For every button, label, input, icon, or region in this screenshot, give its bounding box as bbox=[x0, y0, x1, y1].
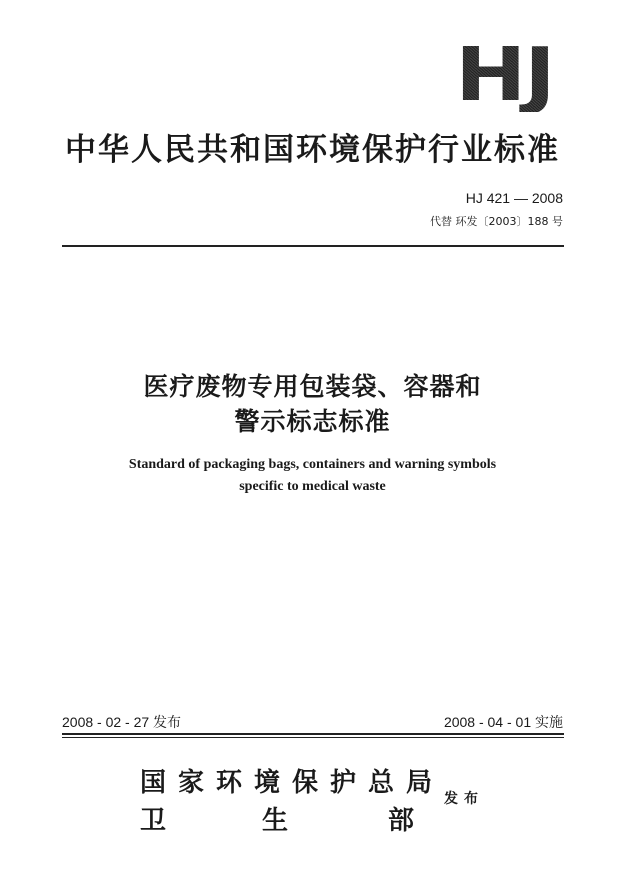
chinese-title-line-2: 警示标志标准 bbox=[234, 407, 391, 436]
standard-number: HJ 421 — 2008 bbox=[465, 190, 563, 206]
issuer-moh-char-2: 生 bbox=[262, 806, 289, 836]
english-title-line-1: Standard of packaging bags, containers and warning symbols bbox=[128, 457, 497, 472]
issuer-moh-char-3: 部 bbox=[388, 806, 415, 836]
chinese-title-line-1: 医疗废物专用包装袋、容器和 bbox=[143, 372, 482, 401]
top-divider bbox=[62, 245, 564, 247]
issue-date: 2008 - 02 - 27 发布 bbox=[62, 714, 182, 730]
english-title-line-2: specific to medical waste bbox=[239, 479, 386, 494]
bottom-divider bbox=[62, 733, 564, 735]
hj-logo: HJ bbox=[454, 32, 553, 118]
bottom-divider-thin bbox=[62, 737, 564, 738]
publish-label: 发布 bbox=[444, 791, 484, 807]
industry-standard-title: 中华人民共和国环境保护行业标准 bbox=[65, 132, 560, 168]
issuer-sepa: 国家环境保护总局 bbox=[140, 768, 445, 798]
effective-date: 2008 - 04 - 01 实施 bbox=[443, 714, 563, 730]
replaces-note: 代替 环发〔2003〕188 号 bbox=[430, 215, 563, 228]
issuer-moh-char-1: 卫 bbox=[140, 806, 167, 836]
